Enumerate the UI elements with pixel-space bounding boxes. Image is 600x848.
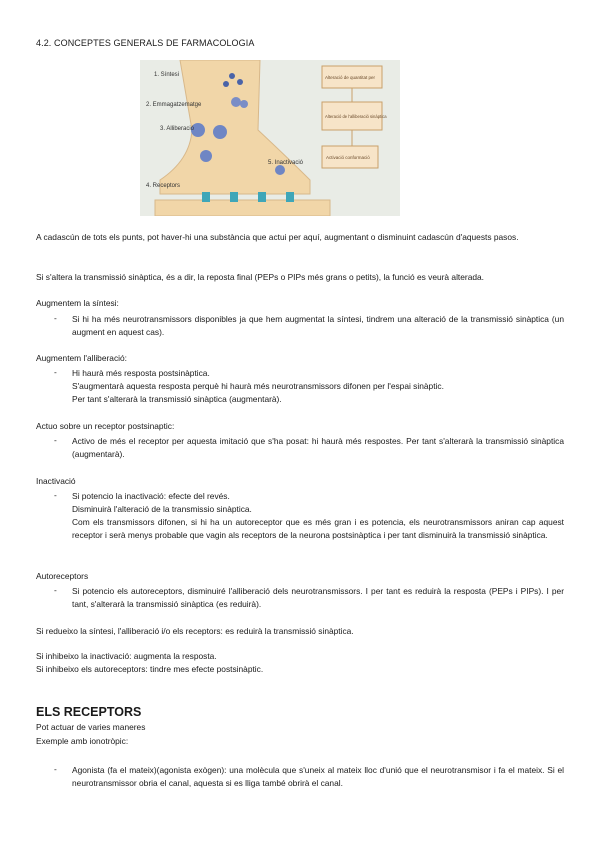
- figure-box-text: Alteració de l'alliberació sinàptica: [325, 114, 387, 119]
- synapse-figure: [140, 60, 400, 216]
- bullet-dash: -: [54, 490, 57, 500]
- bullet-text: Si potencio la inactivació: efecte del revés.: [72, 491, 230, 501]
- section-title: Autoreceptors: [36, 571, 89, 581]
- figure-label: 4. Receptors: [146, 183, 181, 189]
- bullet-text: Si hi ha més neurotransmissors disponibles ja que hem augmentat la síntesi, tindrem una alteració de la transmissió sinàptica (un augment en aquest cas).: [72, 314, 564, 337]
- bullet-text: Disminuirà l'alteració de la transmissio sinàptica.: [72, 504, 252, 514]
- summary-line: Si inhibeixo els autoreceptors: tindre mes efecte postsinàptic.: [36, 664, 264, 674]
- figure-label: 3. Alliberació: [160, 126, 195, 132]
- bullet-text: Com els transmissors difonen, si hi ha un autoreceptor que es més gran i es potencia, els neurotransmissors aniran cap aquest receptor i serà menys probable que vagin als receptors de la neurona postsinàptica i per tant disminuirà la transmissió sinàptica.: [72, 517, 564, 540]
- receptors-heading: ELS RECEPTORS: [36, 705, 142, 719]
- bullet-text: Agonista (fa el mateix)(agonista exògen): una molècula que s'uneix al mateix lloc d'unió que el neurotransmisor i fa el mateix. Si el neurotransmissor obria el canal, aquesta si es lliga també obrirà el canal.: [72, 765, 564, 788]
- bullet-text: Activo de més el receptor per aquesta imitació que s'ha posat: hi haurà més respostes. Per tant s'alterarà la transmissió sinàptica (augmentarà).: [72, 436, 564, 459]
- summary-line: Si redueixo la síntesi, l'alliberació i/o els receptors: es reduirà la transmissió sinàptica.: [36, 626, 354, 636]
- receptors-line: Pot actuar de varies maneres: [36, 722, 146, 732]
- intro-paragraph: Si s'altera la transmissió sinàptica, és a dir, la reposta final (PEPs o PIPs més grans o petits), la funció es veurà alterada.: [36, 272, 485, 282]
- figure-box-text: Activació conformació: [326, 155, 370, 160]
- bullet-dash: -: [54, 764, 57, 774]
- bullet-text: Hi haurà més resposta postsinàptica.: [72, 368, 210, 378]
- section-title: Inactivació: [36, 476, 76, 486]
- bullet-dash: -: [54, 585, 57, 595]
- figure-box-text: Alteració de quantitat per: [325, 75, 376, 80]
- intro-paragraph: A cadascún de tots els punts, pot haver-hi una substància que actui per aquí, augmentant o disminuint cadascún d'aquests pasos.: [36, 232, 519, 242]
- bullet-dash: -: [54, 367, 57, 377]
- section-title: Augmentem la síntesi:: [36, 298, 119, 308]
- figure-label: 5. Inactivació: [268, 160, 304, 166]
- bullet-text: Si potencio els autoreceptors, disminuiré l'alliberació dels neurotransmissors. I per tant es reduirà la resposta (PEPs i PIPs). I per tant, s'alterarà la transmissió sinàptica (es reduirà).: [72, 586, 564, 609]
- figure-label: 2. Emmagatzematge: [146, 102, 202, 108]
- bullet-text: S'augmentarà aquesta resposta perquè hi haurà més neurotransmissors difonen per l'espai sinàptic.: [72, 381, 444, 391]
- bullet-dash: -: [54, 313, 57, 323]
- bullet-text: Per tant s'alterarà la transmissió sinàptica (augmentarà).: [72, 394, 282, 404]
- receptors-line: Exemple amb ionotròpic:: [36, 736, 129, 746]
- summary-line: Si inhibeixo la inactivació: augmenta la resposta.: [36, 651, 217, 661]
- section-title: Actuo sobre un receptor postsinaptic:: [36, 421, 175, 431]
- section-title: Augmentem l'alliberació:: [36, 353, 127, 363]
- figure-label: 1. Síntesi: [154, 72, 180, 78]
- bullet-dash: -: [54, 435, 57, 445]
- section-heading: 4.2. CONCEPTES GENERALS DE FARMACOLOGIA: [36, 38, 255, 48]
